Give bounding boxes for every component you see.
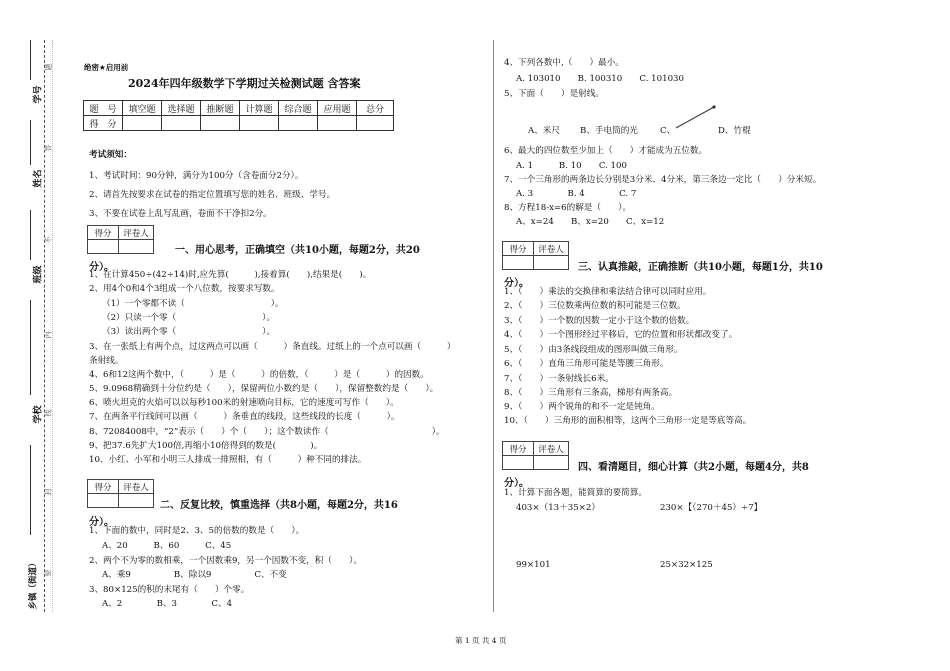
judgement-item: 4、（ ）一个图形经过平移后，它的位置和形状都改变了。 [504,330,738,340]
score-cell[interactable] [201,116,240,131]
grader-box [502,241,569,270]
side-tick: 内 [44,331,53,339]
answer-options: A、20 B、60 C、45 [102,541,232,551]
question-line: 5、9.0968精确到十分位约是（ ），保留两位小数约是（ ），保留整数约是（ ）。 [89,384,439,394]
calc-intro: 1、计算下面各题，能简算的要简算。 [504,488,647,498]
binding-line [44,40,45,612]
side-label-township: 乡镇（街道） [28,558,39,610]
grader-box [87,225,154,254]
judgement-item: 8、（ ）三角形有三条高，梯形有两条高。 [504,388,678,398]
question-line: （3）读出两个零（ ）。 [102,327,276,337]
question-line: 7、在两条平行线间可以画（ ）条垂直的线段，这些线段的长度（ ）。 [89,412,400,422]
score-header-cell: 题 号 [84,101,123,116]
note-item: 3、不要在试卷上乱写乱画，卷面不干净扣2分。 [89,209,272,219]
answer-options: A、乘9 B、除以9 C、不变 [102,570,287,580]
grader-box [87,479,154,508]
side-fill-line [30,40,32,80]
question-line: 2、用4个0和4个3组成一个八位数，按要求写数。 [89,284,280,294]
score-label-cell: 得 分 [84,116,123,131]
section-1-title: 一、用心思考，正确填空（共10小题，每题2分，共20 [175,245,420,256]
judgement-item: 7、（ ）一条射线长6米。 [504,374,614,384]
grader-box [502,441,569,470]
judgement-item: 6、（ ）直角三角形可能是等腰三角形。 [504,359,669,369]
question-line: 1、在计算450÷(42÷14)时,应先算( ),接着算( ),结果是( )。 [89,270,372,280]
side-label-name: 姓名 [33,169,44,188]
question-line: 4、6和12这两个数中，（ ）是（ ）的倍数，（ ）是（ ）的因数。 [89,370,429,380]
question-line: 2、两个不为零的数相乘，一个因数乘9，另一个因数不变，积（ ）。 [89,556,363,566]
note-item: 2、请首先按要求在试卷的指定位置填写您的姓名、班级、学号。 [89,190,336,200]
grader-name-cell[interactable] [534,256,569,270]
secret-label: 绝密★启用前 [84,63,129,72]
score-header-cell: 应用题 [318,101,357,116]
side-tick: 密 [44,569,53,577]
question-line: 8、72084008中，“2”表示（ ）个（ ）；这个数读作（ ）。 [89,427,445,437]
question-line: 8、方程18-x=6的解是（ ）。 [504,203,632,213]
section-2-title: 二、反复比较，慎重选择（共8小题，每题2分，共16 [160,500,398,511]
section-4-title: 四、看清题目，细心计算（共2小题，每题4分，共8 [578,462,809,473]
score-header-cell: 推断题 [201,101,240,116]
question-line: （2）只读一个零（ ）。 [102,313,276,323]
calc-expression: 25×32×125 [660,560,713,570]
note-item: 1、考试时间：90分钟，满分为100分（含卷面分2分）。 [89,171,304,181]
score-table [83,100,394,131]
question-line: 7、一个三角形的两条边长分别是3分米、4分米，第三条边一定比（ ）分米短。 [504,175,822,185]
grader-name-cell[interactable] [119,240,154,254]
score-header-cell: 填空题 [123,101,162,116]
grader-name-cell[interactable] [534,456,569,470]
score-header-cell: 综合题 [279,101,318,116]
side-fill-line [30,445,32,535]
question-line: 3、在一张纸上有两个点，过这两点可以画（ ）条直线。过纸上的一个点可以画（ ） [89,342,456,352]
side-fill-line [30,210,32,260]
column-divider [493,40,494,612]
judgement-item: 2、（ ）三位数乘两位数的积可能是三位数。 [504,301,686,311]
answer-options: A. 1 B. 10 C. 100 [516,161,627,171]
section-4-title-end: 分）。 [504,478,529,489]
answer-options: A、x=24 B、x=20 C、x=12 [516,217,665,227]
side-fill-line [30,120,32,165]
side-label-student-id: 学号 [33,85,44,104]
score-cell[interactable] [357,116,394,131]
side-tick: 题 [44,63,53,71]
binding-line-inner [52,40,53,612]
side-tick: 封 [44,488,53,496]
side-tick: 不 [44,236,53,244]
grader-label: 评卷人 [534,442,569,456]
score-cell[interactable] [240,116,279,131]
calc-expression: 99×101 [516,560,551,570]
judgement-item: 3、（ ）一个数的因数一定小于这个数的倍数。 [504,316,695,326]
answer-options: A、2 B、3 C、4 [102,599,233,609]
calc-expression: 403×（13＋35×2） [516,503,600,513]
grader-score-cell[interactable] [503,256,534,270]
grader-score-label: 得分 [503,442,534,456]
calc-expression: 230×【（270＋45）÷7】 [660,503,763,513]
score-cell[interactable] [123,116,162,131]
ray-option-a: A、米尺 [528,126,560,136]
question-line: 1、下面的数中，同时是2、3、5的倍数的数是（ ）。 [89,526,305,536]
score-cell[interactable] [318,116,357,131]
question-line: 4、下列各数中,（ ）最小。 [504,58,624,68]
side-fill-line [30,300,32,395]
side-tick: 线 [44,409,53,417]
question-line: （1）一个零都不读（ ）。 [102,299,284,309]
grader-score-cell[interactable] [503,456,534,470]
grader-score-label: 得分 [88,226,119,240]
judgement-item: 1、（ ）乘法的交换律和乘法结合律可以同时应用。 [504,287,712,297]
grader-label: 评卷人 [534,242,569,256]
score-header-cell: 选择题 [162,101,201,116]
grader-score-cell[interactable] [88,240,119,254]
ray-option-d: D、竹棍 [718,126,751,136]
judgement-item: 9、（ ）两个锐角的和不一定是钝角。 [504,402,660,412]
question-line: 3、80×125的积的末尾有（ ）个零。 [89,585,250,595]
judgement-item: 10、（ ）三角形的面积相等，这两个三角形一定是等底等高。 [504,416,752,426]
score-cell[interactable] [162,116,201,131]
side-label-school: 学校 [33,405,44,424]
question-line: 10、小红、小军和小明三人排成一排照相，有（ ）种不同的排法。 [89,455,367,465]
question-line: 6、喷火坦克的火焰可以以每秒100米的射速喷向目标，它的速度可写作（ ）。 [89,398,399,408]
section-3-title-end: 分）。 [504,278,529,289]
answer-options: A. 3 B. 4 C. 7 [516,189,637,199]
question-line: 9、把37.6先扩大100倍,再缩小10倍得到的数是( )。 [89,441,323,451]
question-line: 6、最大的四位数至少加上（ ）才能成为五位数。 [504,146,708,156]
notes-title: 考试须知： [89,150,132,160]
side-label-class: 班级 [33,265,44,284]
ray-option-c: C、 [660,126,676,136]
score-cell[interactable] [279,116,318,131]
grader-score-cell[interactable] [88,494,119,508]
page-footer: 第 1 页 共 4 页 [455,636,507,645]
ray-figure [674,104,720,130]
grader-score-label: 得分 [503,242,534,256]
section-1-title-end: 分）。 [89,262,114,273]
side-tick: 答 [44,144,53,152]
answer-options: A. 103010 B. 100310 C. 101030 [516,74,684,84]
question-line: 条射线。 [89,356,124,366]
judgement-item: 5、（ ）由3条线段组成的图形叫做三角形。 [504,345,683,355]
page-title: 2024年四年级数学下学期过关检测试题 含答案 [128,77,361,90]
grader-label: 评卷人 [119,480,154,494]
score-header-cell: 总分 [357,101,394,116]
section-2-title-end: 分）。 [89,517,114,528]
grader-score-label: 得分 [88,480,119,494]
score-header-cell: 计算题 [240,101,279,116]
grader-label: 评卷人 [119,226,154,240]
section-3-title: 三、认真推敲，正确推断（共10小题，每题1分，共10 [578,262,823,273]
ray-option-b: B、手电筒的光 [580,126,638,136]
grader-name-cell[interactable] [119,494,154,508]
question-line: 5、下面（ ）是射线。 [504,89,604,99]
